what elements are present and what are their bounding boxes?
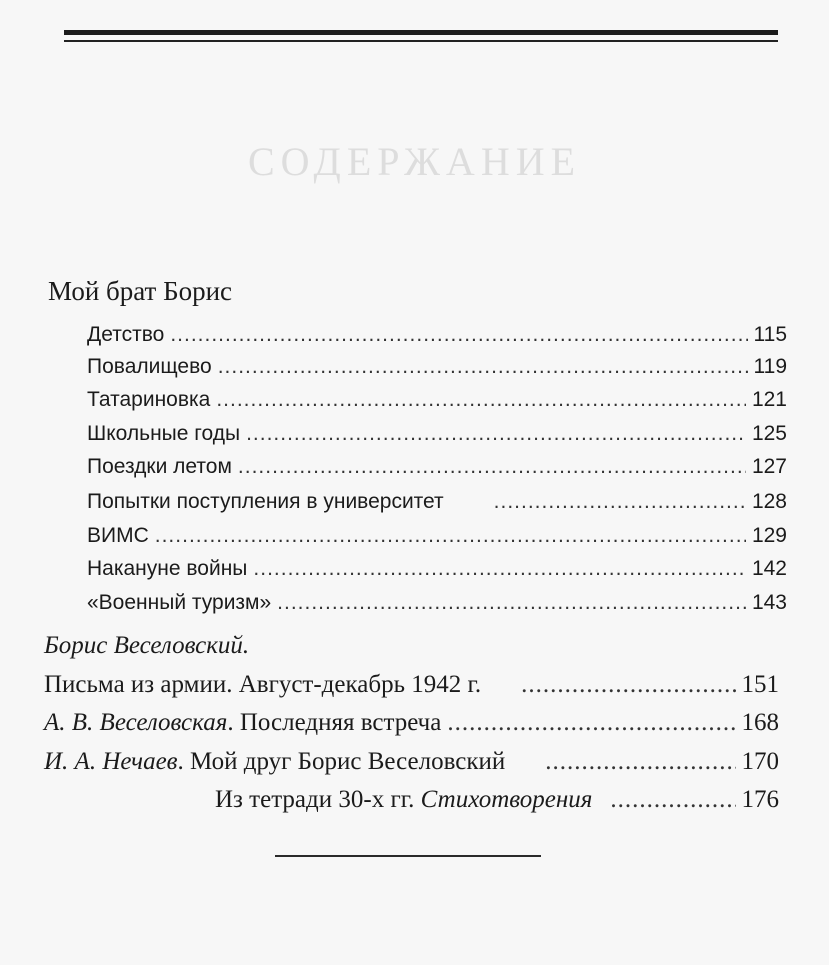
toc-item-page: 125	[751, 422, 787, 445]
toc-entry-title: Письма из армии. Август-декабрь 1942 г.	[44, 671, 482, 698]
leader-dots	[246, 422, 746, 446]
leader-dots	[494, 490, 746, 514]
leader-dots	[253, 557, 746, 581]
toc-entry-title: . Мой друг Борис Веселовский	[177, 748, 506, 775]
toc-item-label: Повалищево	[87, 355, 212, 378]
toc-item-page: 119	[753, 355, 787, 378]
toc-entry-last-meeting	[44, 709, 779, 737]
author-boris: Борис Веселовский.	[44, 632, 250, 659]
toc-entry-author: И. А. Нечаев	[44, 748, 178, 775]
leader-dots	[216, 388, 746, 412]
top-rule-thin	[64, 40, 778, 42]
toc-item-page: 127	[751, 455, 787, 478]
toc-item-label: Накануне войны	[87, 557, 248, 580]
toc-item-page: 129	[751, 524, 787, 547]
toc-item-university-attempts	[87, 490, 787, 514]
toc-entry-page: 151	[741, 671, 779, 698]
toc-item-label: Татариновка	[87, 388, 211, 411]
toc-item-detstvo	[87, 323, 787, 347]
leader-dots	[521, 671, 735, 699]
toc-entry-author: А. В. Веселовская	[44, 709, 228, 736]
toc-item-label: Поездки летом	[87, 455, 232, 478]
leader-dots	[218, 355, 748, 379]
leader-dots	[277, 591, 746, 615]
toc-entry-title-italic: Стихотворения	[420, 786, 593, 813]
toc-entry-title: . Последняя встреча	[227, 709, 442, 736]
toc-entry-page: 168	[741, 709, 779, 736]
toc-entry-page: 176	[741, 786, 779, 813]
toc-entry-my-friend	[44, 748, 779, 776]
bottom-rule	[275, 855, 541, 857]
toc-item-povalishchevo	[87, 355, 787, 379]
toc-item-label: Школьные годы	[87, 422, 241, 445]
toc-item-label: Попытки поступления в университет	[87, 490, 444, 513]
section-title: Мой брат Борис	[48, 276, 233, 306]
toc-item-page: 142	[751, 557, 787, 580]
toc-item-page: 121	[751, 388, 787, 411]
toc-entry-letters	[44, 671, 779, 699]
bleed-through-heading: СОДЕРЖАНИЕ	[247, 139, 582, 184]
toc-item-military-tourism	[87, 591, 787, 615]
toc-item-tatarinovka	[87, 388, 787, 412]
leader-dots	[610, 786, 735, 814]
leader-dots	[447, 709, 735, 737]
toc-entry-page: 170	[741, 748, 779, 775]
leader-dots	[545, 748, 735, 776]
toc-item-eve-of-war	[87, 557, 787, 581]
leader-dots	[238, 455, 746, 479]
toc-item-label: «Военный туризм»	[87, 591, 272, 614]
toc-entry-notebook	[215, 786, 779, 814]
toc-item-label: ВИМС	[87, 524, 149, 547]
toc-item-summer-trips	[87, 455, 787, 479]
toc-item-page: 143	[751, 591, 787, 614]
top-rule-thick	[64, 30, 778, 35]
toc-item-page: 128	[751, 490, 787, 513]
toc-item-school-years	[87, 422, 787, 446]
leader-dots	[170, 323, 747, 347]
toc-item-vims	[87, 524, 787, 548]
leader-dots	[155, 524, 746, 548]
toc-entry-title: Из тетради 30-х гг.	[215, 786, 421, 813]
toc-item-label: Детство	[87, 323, 165, 346]
toc-item-page: 115	[753, 323, 787, 346]
